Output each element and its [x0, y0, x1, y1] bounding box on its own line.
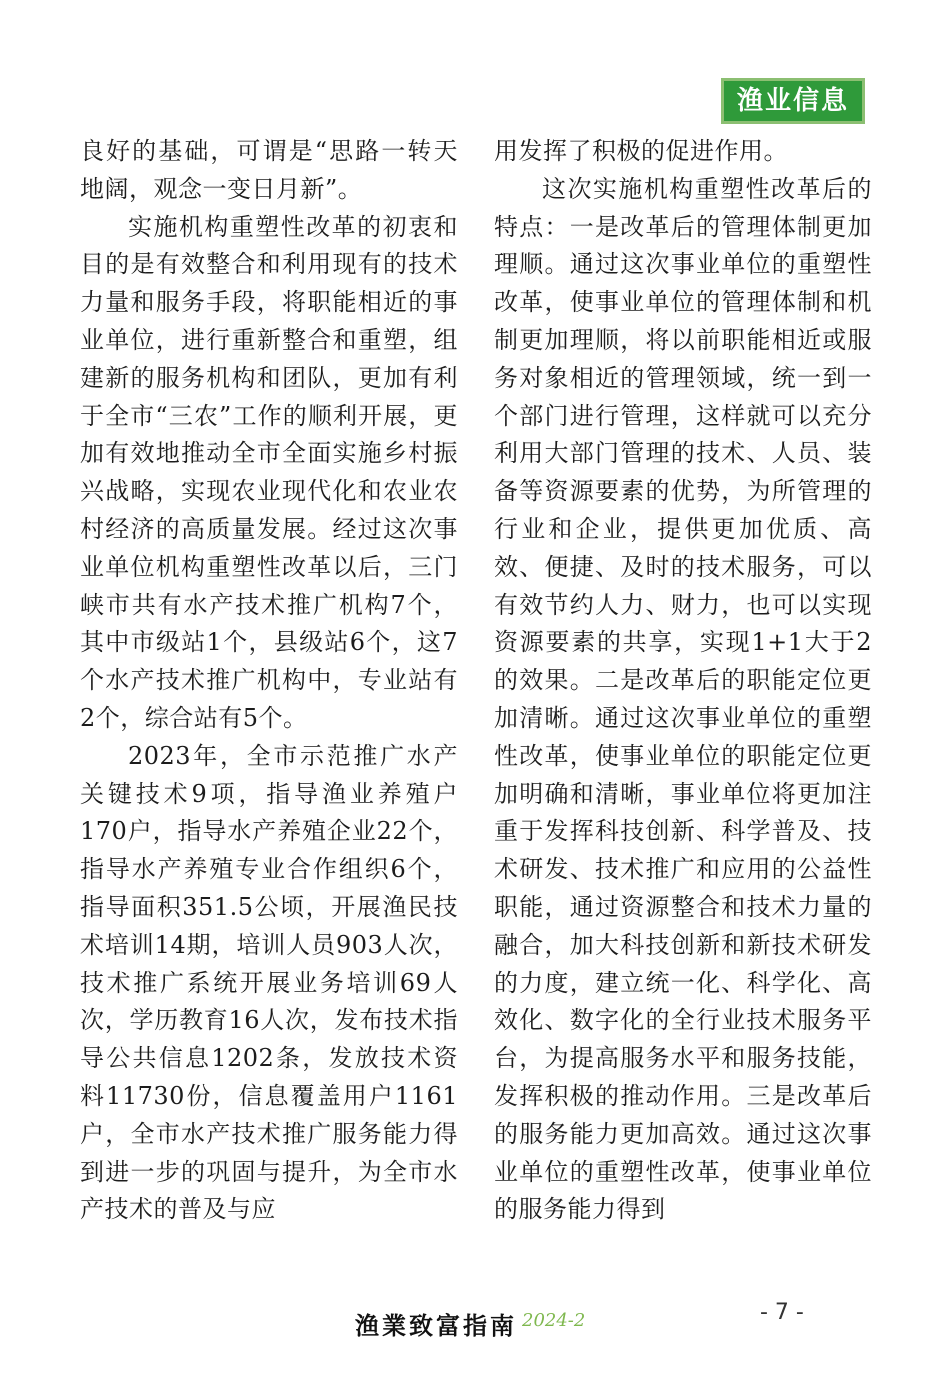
- paragraph: 实施机构重塑性改革的初衷和目的是有效整合和利用现有的技术力量和服务手段，将职能相近的事业单位，进行重新整合和重塑，组建新的服务机构和团队，更加有利于全市“三农”工作的顺利开展，更加有效地推动全市全面实施乡村振兴战略，实现农业现代化和农业农村经济的高质量发展。经过这次事业单位机构重塑性改革以后，三门峡市共有水产技术推广机构7个，其中市级站1个，县级站6个，这7个水产技术推广机构中，专业站有2个，综合站有5个。: [80, 212, 458, 732]
- paragraph: 良好的基础，可谓是“思路一转天地阔，观念一变日月新”。: [80, 137, 458, 203]
- magazine-name: 渔業致富指南: [355, 1311, 517, 1340]
- right-column: [494, 133, 872, 1229]
- page-footer: [0, 1300, 950, 1340]
- paragraph: 用发挥了积极的促进作用。: [494, 137, 788, 165]
- paragraph: 2023年，全市示范推广水产关键技术9项，指导渔业养殖户170户，指导水产养殖企业22个，指导水产养殖专业合作组织6个，指导面积351.5公顷，开展渔民技术培训14期，培训人员903人次，技术推广系统开展业务培训69人次，学历教育16人次，发布技术指导公共信息1202条，发放技术资料11730份，信息覆盖用户1161户，全市水产技术推广服务能力得到进一步的巩固与提升，为全市水产技术的普及与应: [80, 741, 458, 1224]
- paragraph: 这次实施机构重塑性改革后的特点：一是改革后的管理体制更加理顺。通过这次事业单位的重塑性改革，使事业单位的管理体制和机制更加理顺，将以前职能相近或服务对象相近的管理领域，统一到一个部门进行管理，这样就可以充分利用大部门管理的技术、人员、装备等资源要素的优势，为所管理的行业和企业，提供更加优质、高效、便捷、及时的技术服务，可以有效节约人力、财力，也可以实现资源要素的共享，实现1+1大于2的效果。二是改革后的职能定位更加清晰。通过这次事业单位的重塑性改革，使事业单位的职能定位更加明确和清晰，事业单位将更加注重于发挥科技创新、科学普及、技术研发、技术推广和应用的公益性职能，通过资源整合和技术力量的融合，加大科技创新和新技术研发的力度，建立统一化、科学化、高效化、数字化的全行业技术服务平台，为提高服务水平和服务技能，发挥积极的推动作用。三是改革后的服务能力更加高效。通过这次事业单位的重塑性改革，使事业单位的服务能力得到: [494, 174, 872, 1224]
- section-tag: 渔业信息: [721, 78, 865, 124]
- page-number: - 7 -: [760, 1300, 804, 1325]
- issue-number: 2024-2: [522, 1310, 586, 1331]
- left-column: [80, 133, 458, 1229]
